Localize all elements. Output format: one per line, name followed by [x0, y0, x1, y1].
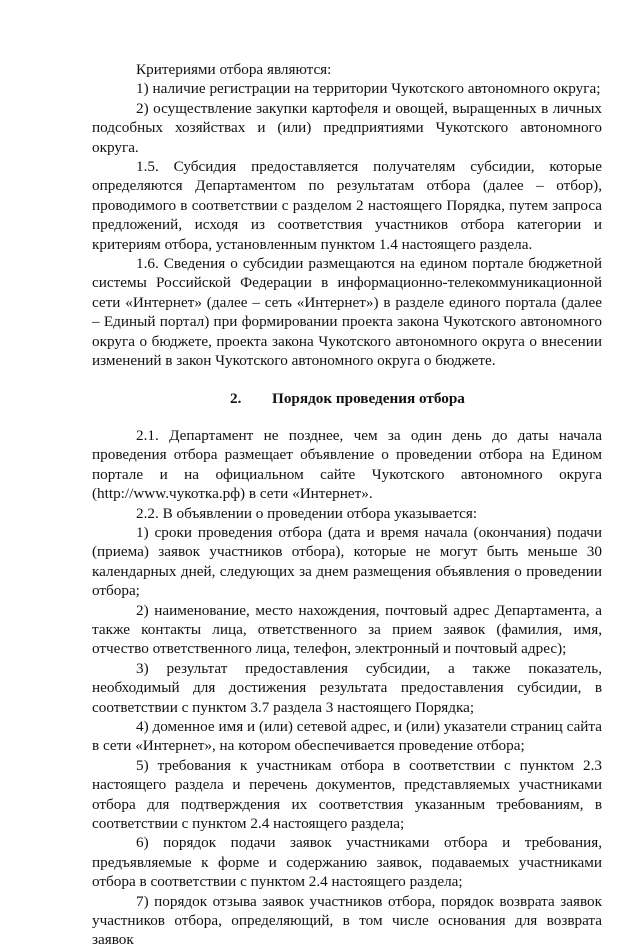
- list-item-2: 2) наименование, место нахождения, почтовый адрес Департамента, а также контакты лица, ответственного за прием заявок (фамилия, имя, отчество ответственного лица, телефон, электронный и почтовый адрес);: [92, 601, 602, 658]
- paragraph-criteria-intro: Критериями отбора являются:: [136, 61, 332, 78]
- section-title: Порядок проведения отбора: [272, 389, 465, 407]
- section-number: 2.: [230, 389, 242, 407]
- paragraph-1-6: 1.6. Сведения о субсидии размещаются на едином портале бюджетной системы Российской Федерации в информационно-телекоммуникационной сети «Интернет» (далее – сеть «Интернет») в разделе единого портала (далее – Единый портал) при формировании проекта закона Чукотского автономного округа о бюджете, проекта закона Чукотского автономного округа о внесении изменений в закон Чукотского автономного округа о бюджете.: [92, 255, 602, 370]
- list-item-7: 7) порядок отзыва заявок участников отбора, порядок возврата заявок участников отбора, определяющий, в том числе основания для возврата заявок: [92, 892, 602, 949]
- paragraph-2-1: 2.1. Департамент не позднее, чем за один день до даты начала проведения отбора размещает объявление о проведении отбора на Едином портале и на официальном сайте Чукотского автономного округа (http://www.чукотка.рф) в сети «Интернет».: [92, 426, 602, 503]
- paragraph-2-2: 2.2. В объявлении о проведении отбора указывается:: [136, 504, 478, 522]
- paragraph-criterion-2: 2) осуществление закупки картофеля и овощей, выращенных в личных подсобных хозяйствах и (или) предприятиями Чукотского автономного округа.: [92, 99, 602, 156]
- list-item-5: 5) требования к участникам отбора в соответствии с пунктом 2.3 настоящего раздела и перечень документов, представляемых участниками отбора для подтверждения их соответствия указанным требованиям, в соответствии с пунктом 2.4 настоящего раздела;: [92, 756, 602, 833]
- list-item-1: 1) сроки проведения отбора (дата и время начала (окончания) подачи (приема) заявок участников отбора), которые не могут быть меньше 30 календарных дней, следующих за днем размещения объявления о проведении отбора;: [92, 523, 602, 600]
- paragraph-criterion-1: 1) наличие регистрации на территории Чукотского автономного округа;: [136, 80, 601, 98]
- list-item-3: 3) результат предоставления субсидии, а также показатель, необходимый для достижения результата предоставления субсидии, в соответствии с пунктом 3.7 раздела 3 настоящего Порядка;: [92, 659, 602, 716]
- paragraph-1-5: 1.5. Субсидия предоставляется получателям субсидии, которые определяются Департаментом по результатам отбора (далее – отбор), проводимого в соответствии с разделом 2 настоящего Порядка, путем запроса предложений, исходя из соответствия участников отбора категории и критериям отбора, установленным пунктом 1.4 настоящего раздела.: [92, 158, 602, 253]
- list-item-6: 6) порядок подачи заявок участниками отбора и требования, предъявляемые к форме и содержанию заявок, подаваемых участниками отбора в соответствии с пунктом 2.4 настоящего раздела;: [92, 834, 602, 891]
- section-heading: [92, 389, 602, 408]
- list-item-4: 4) доменное имя и (или) сетевой адрес, и (или) указатели страниц сайта в сети «Интернет», на котором обеспечивается проведение отбора;: [92, 718, 602, 755]
